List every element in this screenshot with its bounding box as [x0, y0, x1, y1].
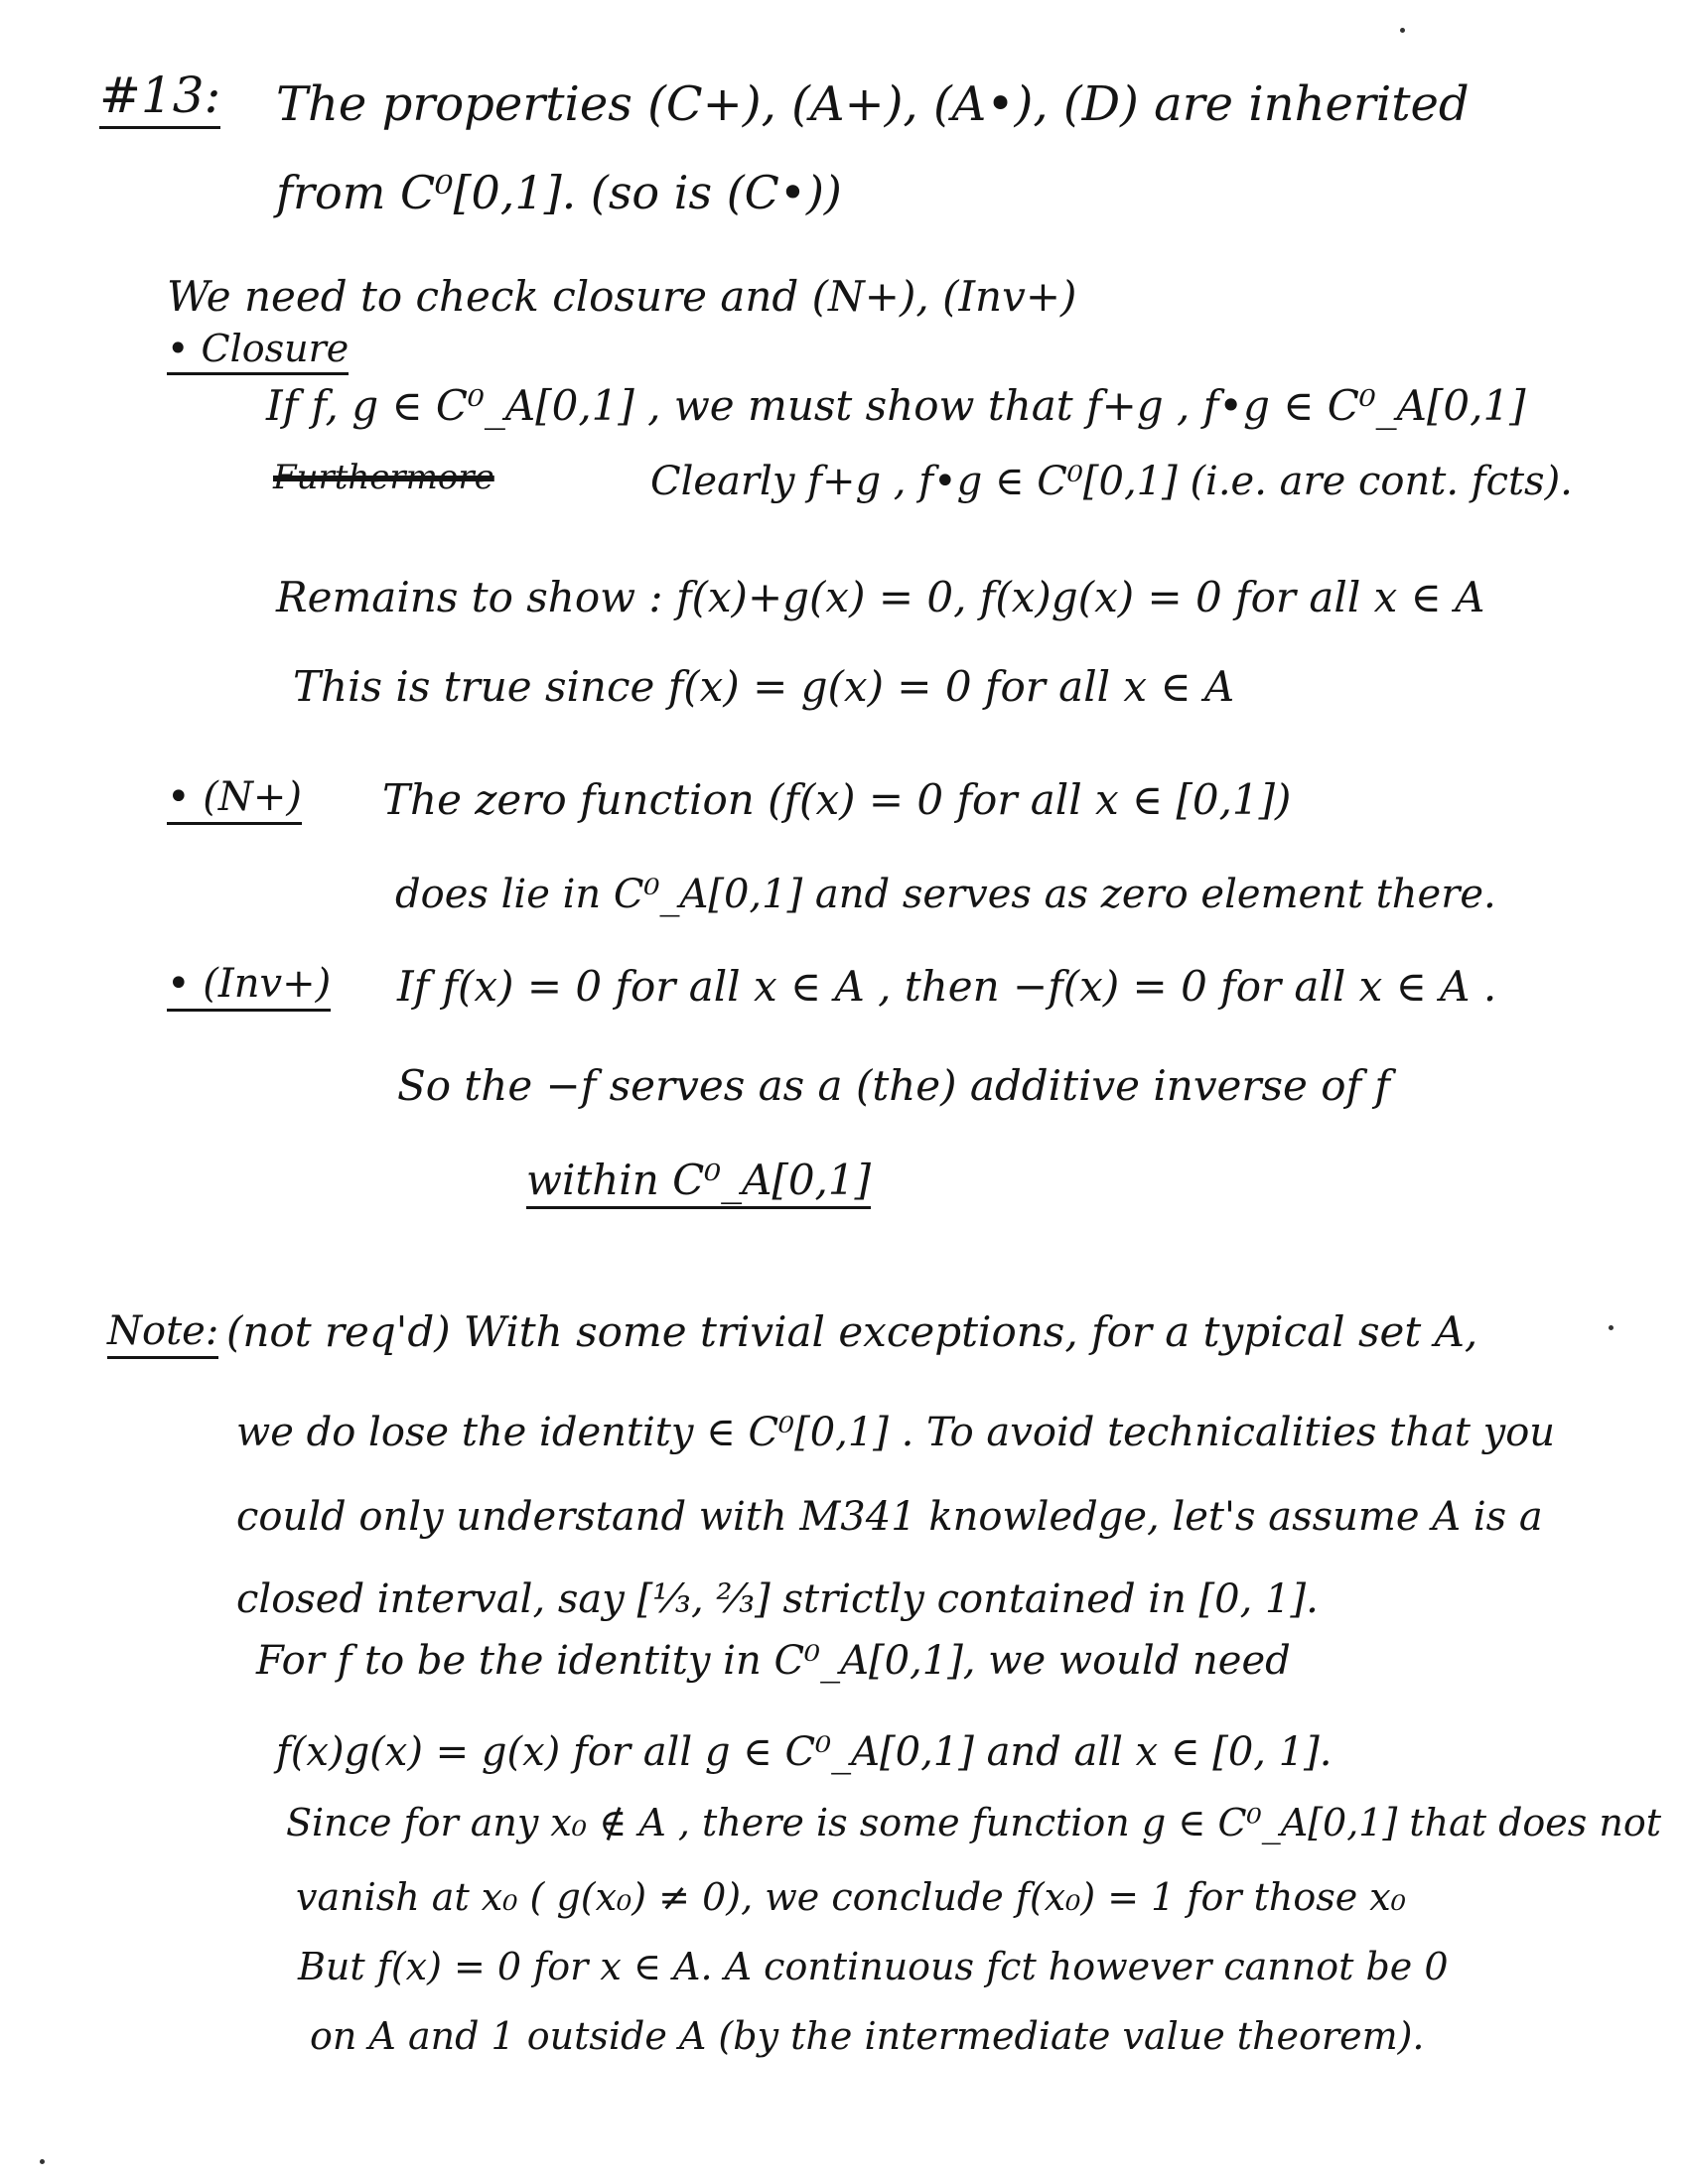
scan-speck [1609, 1325, 1614, 1330]
scan-speck [40, 2159, 45, 2164]
crossed-out-word: Furthermore [273, 458, 494, 497]
need-check-line: We need to check closure and (N+), (Inv+) [167, 272, 1077, 321]
note-line-10: on A and 1 outside A (by the intermediate value theorem). [310, 2014, 1425, 2058]
note-line-6: f(x)g(x) = g(x) for all g ∈ C⁰_A[0,1] and all x ∈ [0, 1]. [276, 1729, 1333, 1775]
closure-clearly-line: Clearly f+g , f•g ∈ C⁰[0,1] (i.e. are cont. fcts). [650, 459, 1573, 504]
intro-line-1: The properties (C+), (A+), (A•), (D) are inherited [276, 76, 1470, 132]
inv-plus-line-3 [526, 1157, 871, 1204]
note-line-4: closed interval, say [⅓, ⅔] strictly contained in [0, 1]. [236, 1576, 1319, 1622]
note-line-8: vanish at x₀ ( g(x₀) ≠ 0), we conclude f(x₀) = 1 for those x₀ [296, 1875, 1406, 1919]
inv-plus-heading [167, 961, 331, 1007]
n-plus-heading-text: • (N+) [167, 774, 302, 825]
inv-plus-heading-text: • (Inv+) [167, 961, 331, 1012]
note-line-2: we do lose the identity ∈ C⁰[0,1] . To avoid technicalities that you [236, 1410, 1556, 1455]
problem-number-text: #13: [99, 67, 220, 129]
closure-crossed-word [273, 459, 494, 497]
intro-line-2: from C⁰[0,1]. (so is (C•)) [276, 166, 842, 219]
note-label [107, 1308, 218, 1354]
problem-number [99, 68, 220, 125]
note-line-1: (not req'd) With some trivial exceptions, for a typical set A, [226, 1307, 1478, 1356]
closure-heading [167, 328, 349, 371]
inv-plus-line-1: If f(x) = 0 for all x ∈ A , then −f(x) = 0 for all x ∈ A . [397, 962, 1497, 1011]
closure-heading-text: • Closure [167, 327, 349, 375]
note-line-9: But f(x) = 0 for x ∈ A. A continuous fct however cannot be 0 [298, 1945, 1449, 1988]
note-line-3: could only understand with M341 knowledge, let's assume A is a [236, 1494, 1543, 1540]
closure-if-line: If f, g ∈ C⁰_A[0,1] , we must show that f+g , f•g ∈ C⁰_A[0,1] [266, 381, 1526, 430]
closure-true-since-line: This is true since f(x) = g(x) = 0 for all x ∈ A [293, 662, 1235, 711]
n-plus-heading [167, 774, 302, 820]
note-line-7: Since for any x₀ ∉ A , there is some function g ∈ C⁰_A[0,1] that does not [286, 1801, 1661, 1844]
note-label-text: Note: [107, 1308, 218, 1359]
scan-speck [1400, 28, 1405, 33]
inv-plus-line-3-text: within C⁰_A[0,1] [526, 1156, 871, 1209]
closure-remains-line: Remains to show : f(x)+g(x) = 0, f(x)g(x) = 0 for all x ∈ A [276, 573, 1485, 621]
note-line-5: For f to be the identity in C⁰_A[0,1], we would need [256, 1638, 1291, 1684]
n-plus-line-1: The zero function (f(x) = 0 for all x ∈ [0,1]) [382, 775, 1292, 824]
n-plus-line-2: does lie in C⁰_A[0,1] and serves as zero element there. [395, 872, 1496, 917]
inv-plus-line-2: So the −f serves as a (the) additive inverse of f [397, 1061, 1390, 1110]
